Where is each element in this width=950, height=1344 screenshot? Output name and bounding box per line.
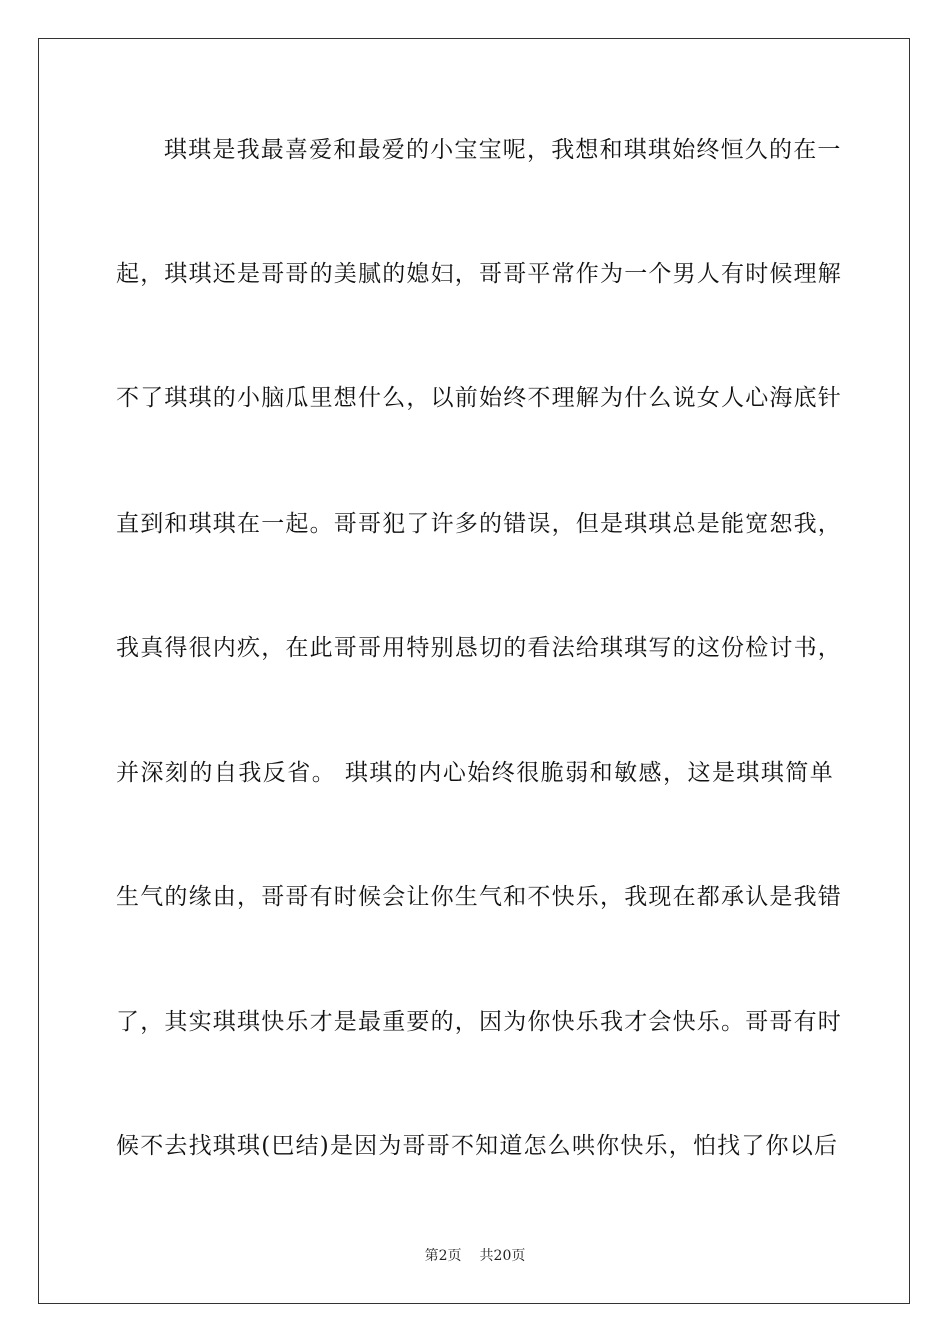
body-text-line-2: 起，琪琪还是哥哥的美腻的媳妇，哥哥平常作为一个男人有时候理解 xyxy=(116,261,842,287)
body-text-line-7: 生气的缘由，哥哥有时候会让你生气和不快乐，我现在都承认是我错 xyxy=(116,884,842,910)
page-border xyxy=(38,38,910,1304)
page-footer xyxy=(0,1246,950,1266)
body-text-line-6: 并深刻的自我反省。 琪琪的内心始终很脆弱和敏感，这是琪琪简单 xyxy=(116,760,834,786)
page-total: 共20页 xyxy=(479,1248,526,1264)
body-text-line-4: 直到和琪琪在一起。哥哥犯了许多的错误，但是琪琪总是能宽恕我， xyxy=(116,511,842,537)
page-number: 第2页 xyxy=(424,1248,462,1264)
body-text-line-9: 候不去找琪琪(巴结)是因为哥哥不知道怎么哄你快乐，怕找了你以后 xyxy=(116,1133,839,1159)
body-text-line-3: 不了琪琪的小脑瓜里想什么，以前始终不理解为什么说女人心海底针 xyxy=(116,385,842,411)
body-text-line-8: 了，其实琪琪快乐才是最重要的，因为你快乐我才会快乐。哥哥有时 xyxy=(116,1009,842,1035)
body-text-line-5: 我真得很内疚，在此哥哥用特别恳切的看法给琪琪写的这份检讨书， xyxy=(116,635,842,661)
body-text-line-1: 琪琪是我最喜爱和最爱的小宝宝呢，我想和琪琪始终恒久的在一 xyxy=(164,137,842,163)
